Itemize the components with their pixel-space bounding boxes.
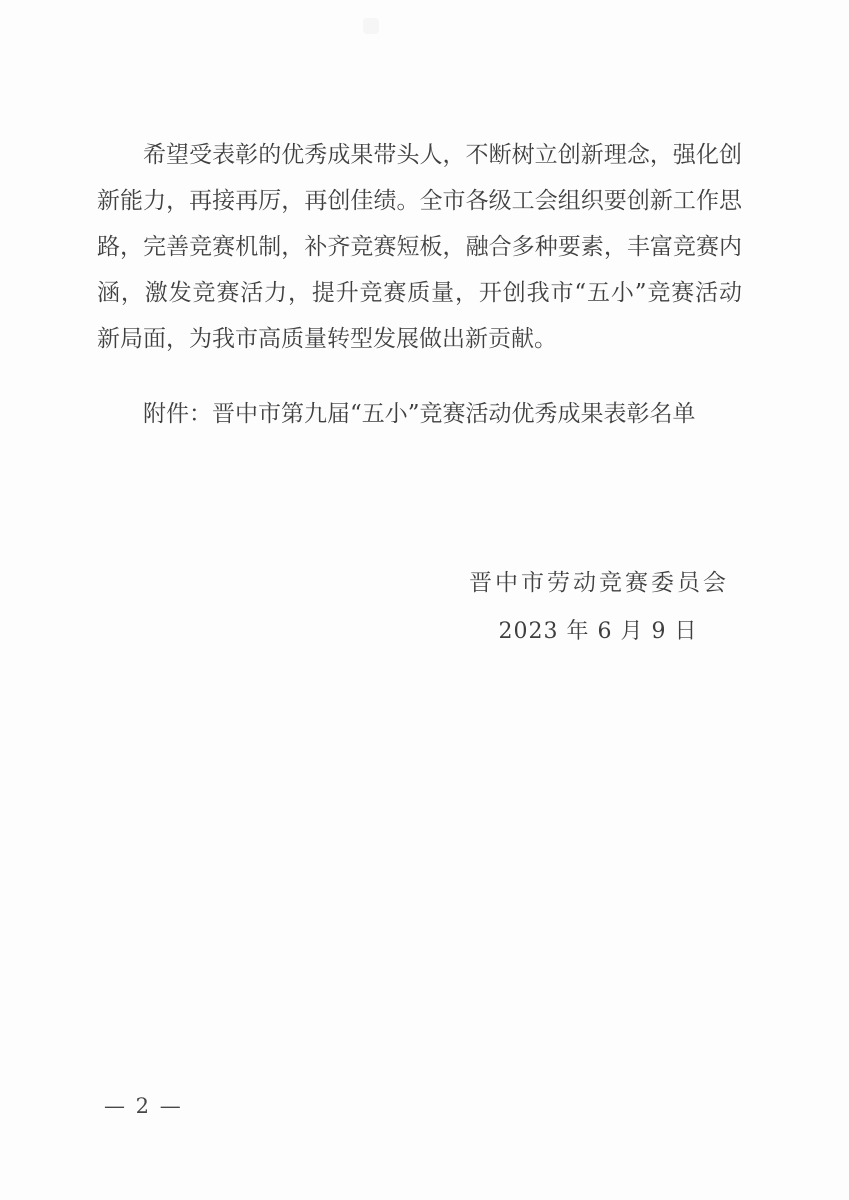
signature-date: 2023 年 6 月 9 日 xyxy=(498,619,698,644)
paragraph-line: 新能力，再接再厉，再创佳绩。全市各级工会组织要创新工作思 xyxy=(97,188,742,214)
paragraph-line: 新局面，为我市高质量转型发展做出新贡献。 xyxy=(97,326,557,352)
scan-artifact xyxy=(363,18,379,34)
attachment-line: 附件：晋中市第九届“五小”竞赛活动优秀成果表彰名单 xyxy=(143,401,696,427)
paragraph-line: 路，完善竞赛机制，补齐竞赛短板，融合多种要素，丰富竞赛内 xyxy=(97,234,742,260)
paragraph-line: 涵，激发竞赛活力，提升竞赛质量，开创我市“五小”竞赛活动 xyxy=(97,280,742,306)
page-number: — 2 — xyxy=(104,1094,183,1118)
signature-block xyxy=(469,568,727,647)
body-paragraph xyxy=(97,132,742,362)
signature-organization: 晋中市劳动竞赛委员会 xyxy=(469,570,729,596)
paragraph-line: 希望受表彰的优秀成果带头人，不断树立创新理念，强化创 xyxy=(143,142,742,168)
